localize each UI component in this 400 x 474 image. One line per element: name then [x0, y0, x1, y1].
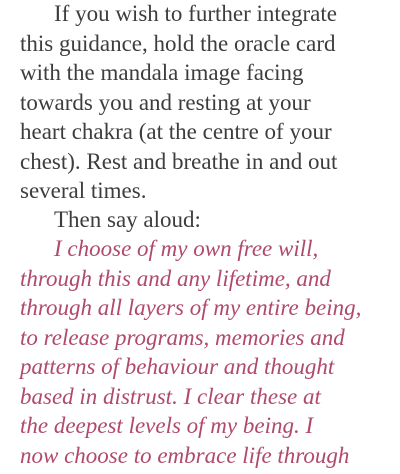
affirmation-line: based in distrust. I clear these at [20, 383, 321, 409]
text-line: Then say aloud: [54, 207, 201, 232]
text-line: several times. [20, 178, 147, 203]
affirmation-line: through all layers of my entire being, [20, 295, 362, 320]
affirmation-line: the deepest levels of my being. I [20, 413, 314, 438]
affirmation-line: patterns of behaviour and thought [20, 354, 335, 379]
text-line: heart chakra (at the centre of your [20, 119, 332, 144]
text-line: this guidance, hold the oracle card [20, 30, 336, 56]
affirmation-paragraph [20, 234, 361, 470]
text-line: If you wish to further integrate [54, 1, 337, 26]
text-line: with the mandala image facing [20, 60, 304, 85]
text-line: towards you and resting at your [20, 89, 311, 115]
say-aloud-paragraph [20, 205, 201, 235]
affirmation-line: through this and any lifetime, and [20, 265, 331, 291]
text-line: chest). Rest and breathe in and out [20, 148, 338, 174]
instruction-paragraph [20, 0, 337, 206]
affirmation-line: now choose to embrace life through [20, 442, 350, 468]
affirmation-line: I choose of my own free will, [54, 236, 319, 261]
affirmation-line: to release programs, memories and [20, 324, 345, 350]
